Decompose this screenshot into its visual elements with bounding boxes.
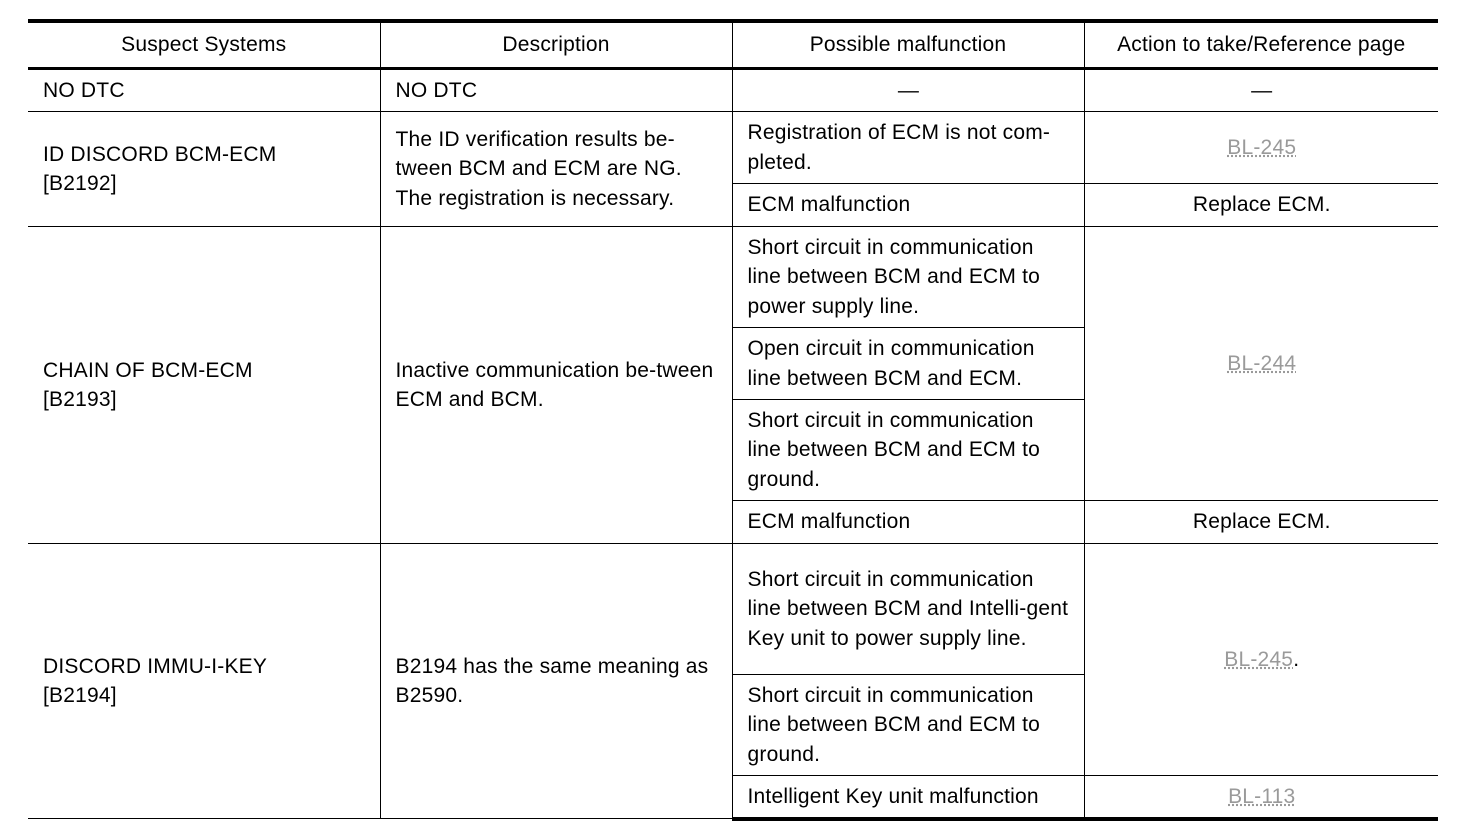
malfunction-cell: — — [732, 69, 1084, 112]
reference-link[interactable]: BL-244 — [1227, 351, 1297, 375]
dtc-code: [B2193] — [43, 388, 117, 411]
suspect-system-cell — [28, 112, 380, 227]
reference-link[interactable]: BL-113 — [1228, 784, 1296, 808]
header-description: Description — [380, 21, 732, 69]
suspect-system-name: CHAIN OF BCM-ECM — [43, 358, 253, 382]
header-suspect-systems: Suspect Systems — [28, 21, 380, 69]
table-row — [28, 112, 1438, 184]
action-cell: Replace ECM. — [1084, 184, 1438, 227]
action-cell: Replace ECM. — [1084, 501, 1438, 544]
suspect-system-name: DISCORD IMMU-I-KEY — [43, 654, 268, 678]
description-cell: The ID verification results be-tween BCM and ECM are NG. The registration is necessary. — [380, 112, 732, 227]
table-row — [28, 227, 1438, 328]
suspect-system-cell — [28, 544, 380, 819]
table-row — [28, 69, 1438, 112]
malfunction-cell: Short circuit in communication line between BCM and ECM to ground. — [732, 400, 1084, 501]
description-cell: NO DTC — [380, 69, 732, 112]
malfunction-cell: Short circuit in communication line between BCM and ECM to power supply line. — [732, 227, 1084, 328]
dtc-code: [B2192] — [43, 172, 117, 195]
dtc-table-container — [28, 19, 1438, 821]
malfunction-cell: Short circuit in communication line between BCM and ECM to ground. — [732, 675, 1084, 776]
malfunction-cell: ECM malfunction — [732, 184, 1084, 227]
dtc-table — [28, 19, 1438, 821]
action-cell — [1084, 112, 1438, 184]
action-cell: — — [1084, 69, 1438, 112]
malfunction-cell: Open circuit in communication line between BCM and ECM. — [732, 328, 1084, 400]
suspect-system-cell: NO DTC — [28, 69, 380, 112]
action-cell — [1084, 544, 1438, 776]
reference-suffix: . — [1293, 647, 1300, 671]
reference-link[interactable]: BL-245 — [1227, 135, 1297, 159]
suspect-system-name: ID DISCORD BCM-ECM — [43, 142, 277, 166]
malfunction-cell: ECM malfunction — [732, 501, 1084, 544]
description-cell: B2194 has the same meaning as B2590. — [380, 544, 732, 819]
malfunction-cell: Intelligent Key unit malfunction — [732, 776, 1084, 819]
suspect-system-cell — [28, 227, 380, 544]
table-row — [28, 544, 1438, 675]
action-cell — [1084, 776, 1438, 819]
malfunction-cell: Registration of ECM is not com-pleted. — [732, 112, 1084, 184]
dtc-code: [B2194] — [43, 684, 117, 707]
malfunction-cell: Short circuit in communication line between BCM and Intelli-gent Key unit to power supply line. — [732, 544, 1084, 675]
header-row — [28, 21, 1438, 69]
header-possible-malfunction: Possible malfunction — [732, 21, 1084, 69]
reference-link[interactable]: BL-245 — [1224, 647, 1294, 671]
action-cell — [1084, 227, 1438, 501]
description-cell: Inactive communication be-tween ECM and BCM. — [380, 227, 732, 544]
header-action: Action to take/Reference page — [1084, 21, 1438, 69]
